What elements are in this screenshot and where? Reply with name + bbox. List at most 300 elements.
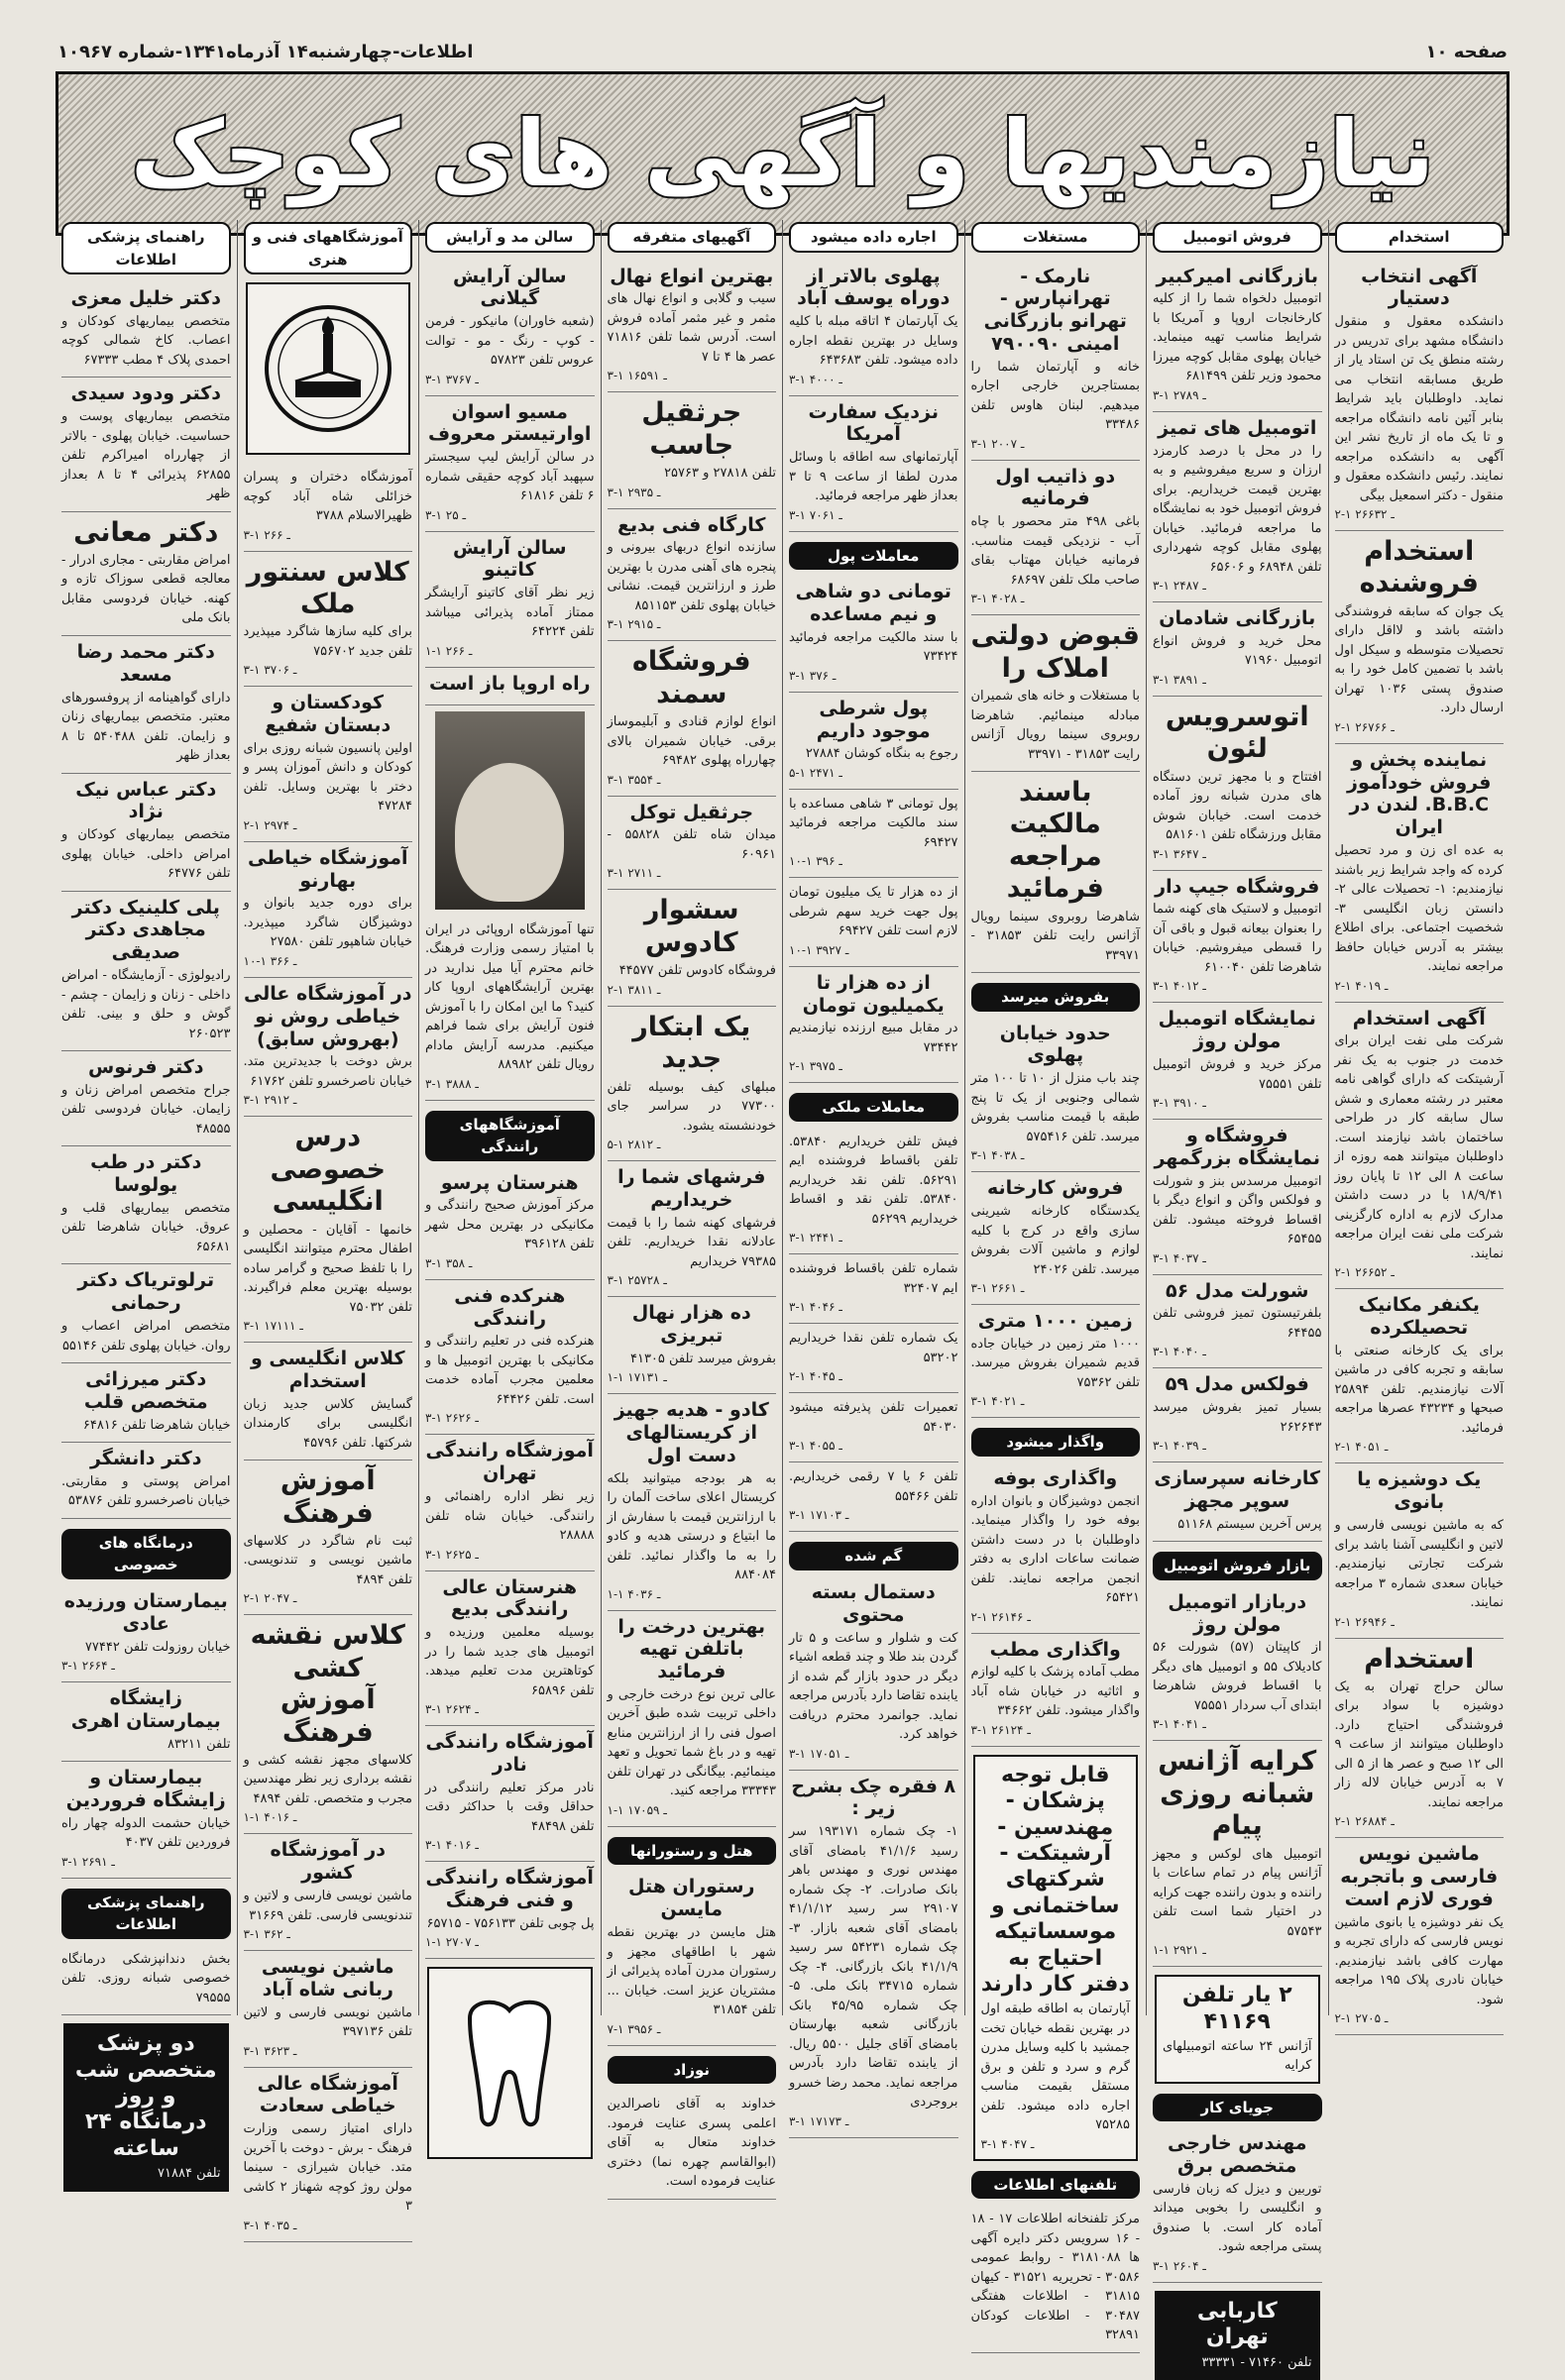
advertisement	[61, 892, 231, 1051]
ad-reference-code: ۲-۱ ـ ۲۶۷۶۶	[1334, 719, 1395, 734]
advertisement	[425, 668, 595, 705]
ad-title: رستوران هتل مایسن	[628, 1876, 755, 1921]
section-heading: بازار فروش اتومبیل	[1153, 1552, 1322, 1580]
ad-title: یک دوشیزه یا بانوی	[1357, 1468, 1482, 1514]
ad-reference-code: ۳-۱ ـ ۴۰۱۲	[1153, 979, 1206, 994]
ad-title: نزدیک سفارت آمریکا	[808, 400, 939, 446]
ad-body: ثبت نام شاگرد در کلاسهای ماشین نویسی و تندنویسی. تلفن ۴۸۹۴	[243, 1533, 412, 1587]
advertisement	[608, 890, 777, 1006]
advertisement	[61, 1682, 231, 1762]
tooth-icon	[450, 1989, 569, 2137]
column-heading: آگهیهای متفرقه	[608, 222, 777, 253]
ad-title: سالن آرایش گیلانی	[452, 265, 567, 310]
ad-title: هنرکده فنی رانندگی	[454, 1284, 566, 1330]
advertisement	[608, 1394, 777, 1610]
ad-body: برای کلیه سازها شاگرد میپذیرد تلفن جدید ۷۵۶۷۰۲	[243, 624, 412, 659]
ad-reference-code: ۳-۱ ـ ۱۷۱۷۳	[789, 2113, 849, 2128]
ad-body: تلفن ۲۷۸۱۸ و ۲۵۷۶۳	[664, 466, 776, 482]
ad-title: دکتر عباس نیک نژاد	[75, 778, 217, 823]
advertisement	[244, 1951, 413, 2068]
advertisement	[1335, 261, 1505, 532]
section-heading: آموزشگاههای رانندگی	[425, 1111, 595, 1161]
advertisement	[789, 1128, 958, 1255]
ad-reference-code: ۵-۱ ـ ۲۸۱۲	[607, 1137, 661, 1152]
advertisement	[1335, 531, 1505, 744]
ad-body: شاهرضا روبروی سینما رویال آژانس رایت تلفن ۳۱۸۵۳ - ۳۳۹۷۱	[970, 909, 1140, 963]
ad-body: مرکز آموزش صحیح رانندگی و مکانیکی در بهترین محل شهر تلفن ۳۹۶۱۲۸	[425, 1198, 595, 1252]
ad-title: نارمک - تهرانپارس - تهرانو بازرگانی امینی ۷۹۰۰۹۰	[983, 265, 1127, 355]
ad-reference-code: ۳-۱ ـ ۳۷۶	[789, 668, 837, 683]
ad-reference-code: ۳-۱ ـ ۲۵۷۲۸	[607, 1273, 667, 1288]
advertisement	[789, 1254, 958, 1324]
boxed-advertisement	[1155, 1975, 1320, 2084]
ad-reference-code: ۳-۱ ـ ۲۶۶۴	[61, 1659, 115, 1674]
ad-body: خانمها - آقایان - محصلین و اطفال محترم میتوانند انگلیسی را با تلفظ صحیح و گرامر ساده بوسیله بهترین معلم فراگیرند. تلفن ۷۵۰۳۲	[243, 1222, 412, 1315]
ad-reference-code: ۳-۱ ـ ۲۵	[425, 507, 466, 522]
advertisement	[244, 552, 413, 688]
advertisement	[789, 1462, 958, 1532]
advertisement	[1153, 1586, 1322, 1742]
advertisement	[61, 774, 231, 892]
ad-reference-code: ۳-۱ ـ ۳۵۸	[425, 1255, 473, 1270]
ad-body: زیر نظر اداره راهنمائی و رانندگی. خیابان شاه تلفن ۲۸۸۸۸	[425, 1489, 595, 1544]
column-5	[601, 220, 783, 2190]
ad-reference-code: ۱-۱ ـ ۴۰۱۶	[243, 1810, 297, 1825]
ad-title: استخدام	[1364, 1643, 1475, 1675]
ad-title: کاربابی تهران	[1196, 2298, 1278, 2350]
column-6	[418, 220, 601, 2015]
advertisement	[425, 532, 595, 668]
ad-reference-code: ۵-۱ ـ ۲۴۷۱	[789, 765, 842, 780]
ad-reference-code: ۳-۱ ـ ۴۰۵۵	[789, 1439, 842, 1454]
advertisement	[425, 1167, 595, 1280]
ad-body: تلفن ۷۱۴۶۰ - ۳۳۳۳۱	[1201, 2354, 1312, 2370]
advertisement	[1335, 1463, 1505, 1638]
ad-body: خیابان روزولت تلفن ۷۷۴۴۲	[84, 1639, 231, 1655]
columns-container	[56, 220, 1509, 2370]
advertisement	[608, 392, 777, 508]
advertisement	[1153, 871, 1322, 1004]
advertisement	[61, 1585, 231, 1682]
ad-title: بهترین درخت را باتلفن تهیه فرمائید	[617, 1615, 766, 1683]
ad-body: میدان شاه تلفن ۵۵۸۲۸ - ۶۰۹۶۱	[607, 827, 777, 862]
advertisement	[1335, 1639, 1505, 1839]
ad-body: دانشکده معقول و منقول دانشگاه مشهد برای تدریس در رشته منطق یک تن استاد یار از طریق مسابقه انتخاب می نماید. داوطلبان باید شرایط بنابر آئین نامه دانشگاه مراجعه و تا یک ماه از تاریخ نشر این آگهی به دانشکده مراجعه نمایند. رئیس دانشکده معقول و منقول - دکتر اسمعیل بیگی	[1334, 314, 1504, 503]
ad-reference-code: ۲-۱ ـ ۲۰۴۷	[243, 1591, 297, 1606]
ad-title: مسیو اسوان اوارتیستر معروف	[428, 400, 592, 446]
advertisement	[1153, 1275, 1322, 1369]
ad-reference-code: ۳-۱ ـ ۴۰۴۰	[1153, 1345, 1206, 1359]
ad-body: با مستغلات و خانه های شمیران مبادله مینمائیم. شاهرضا روبروی سینما رویال آژانس رایت ۳۱۸۵۳ - ۳۳۹۷۱	[970, 689, 1140, 762]
ad-body: از ده هزار تا یک میلیون تومان پول جهت خرید سهم شرطی لازم است تلفن ۶۹۴۲۷	[789, 885, 958, 939]
ad-body: اتومبیل مرسدس بنز و شورلت و فولکس واگن و انواع دیگر با اقساط فروخته میشود. تلفن ۶۵۴۵۵	[1153, 1173, 1322, 1247]
advertisement	[789, 1393, 958, 1462]
ad-title: دکتر خلیل معزی	[70, 287, 221, 309]
advertisement	[789, 693, 958, 790]
ad-body: ۱- چک شماره ۱۹۳۱۷۱ سر رسید ۴۱/۱/۶ بامضای آقای مهندس نوری و مهندس باهر بانک صادرات. ۲- چک شماره ۲۹۱۰۷ سر رسید ۴۱/۱/۱۲ بامضای آقای شعبه بازار. ۳- چک شماره ۵۴۲۳۱ سر رسید ۴۱/۱/۹ بانک بازرگانی. ۴- چک شماره ۳۴۷۱۵ بانک ملی. ۵- چک شماره ۴۵/۹۵ بانک بازرگانی شعبه بهارستان بامضای آقای جلیل ۵۵۰۰ ریال. از یابنده تقاضا دارد بآدرس مراجعه نماید. محمد رضا خسرو بروجردی	[789, 1824, 958, 2110]
ad-title: کلاس انگلیسی و استخدام	[251, 1348, 405, 1392]
advertisement	[1153, 1368, 1322, 1462]
ad-title: ده هزار نهال تبریزی	[631, 1302, 751, 1347]
ad-body: زیر نظر آقای کاتینو آرایشگر ممتاز آماده پذیرائی میباشد تلفن ۶۴۲۲۴	[425, 586, 595, 640]
boxed-advertisement	[63, 2023, 229, 2191]
ad-body: رجوع به بنگاه کوشان ۲۷۸۸۴	[805, 746, 958, 762]
ad-body: خانه و آپارتمان شما را بمستاجرین خارجی اجاره میدهیم. لبنان هاوس تلفن ۳۳۴۸۶	[970, 359, 1140, 433]
ad-reference-code: ۳-۱ ـ ۲۶۲۴	[425, 1702, 479, 1717]
ad-reference-code: ۳-۱ ـ ۲۶۶۱	[970, 1281, 1025, 1296]
column-8	[56, 220, 237, 2182]
ad-reference-code: ۱۰-۱ ـ ۳۹۲۷	[789, 942, 849, 957]
ad-title: آگهی انتخاب دستیار	[1361, 265, 1478, 310]
ad-reference-code: ۱-۱ ـ ۲۶۶	[425, 643, 473, 658]
ad-title: دکتر در طب یولوسا	[90, 1151, 202, 1197]
ad-title: تومانی دو شاهی و نیم مساعده	[795, 581, 951, 625]
advertisement	[789, 790, 958, 879]
advertisement	[971, 772, 1141, 973]
advertisement	[425, 1571, 595, 1727]
ad-title: دکتر ودود سیدی	[70, 382, 222, 405]
advertisement	[244, 1343, 413, 1460]
ad-body: عالی ترین نوع درخت خارجی و داخلی تربیت شده طبق آخرین اصول فنی را از ارزانترین منابع تهیه و در باغ شما تحویل و تعهد مینمائیم. بیگانگی در تهران تلفن ۳۳۳۴۳ مراجعه کنید.	[607, 1686, 776, 1799]
ad-body: متخصص امراض اعصاب و روان. خیابان پهلوی تلفن ۵۵۱۴۶	[61, 1319, 231, 1353]
ad-title: استخدام فروشنده	[1359, 536, 1479, 599]
ad-body: بخش دندانپزشکی درمانگاه خصوصی شبانه روزی. تلفن ۷۹۵۵۵	[61, 1951, 231, 2005]
masthead-banner	[56, 71, 1509, 236]
advertisement	[1153, 1741, 1322, 1967]
issue-header	[57, 40, 1508, 63]
ad-reference-code: ۳-۱ ـ ۴۰۰۰	[789, 372, 842, 386]
ad-reference-code: ۲-۱ ـ ۲۶۱۴۶	[970, 1609, 1031, 1624]
advertisement	[425, 1862, 595, 1959]
ad-body: تلفن ۷۱۸۸۴	[158, 2166, 221, 2182]
candle-book-icon	[254, 294, 402, 443]
ad-title: دو پزشک متخصص شب و روز درمانگاه ۲۴ ساعته	[74, 2031, 217, 2161]
ad-reference-code: ۳-۱ ـ ۴۰۴۶	[789, 1300, 842, 1315]
ad-title: کلاس نقشه کشی آموزش فرهنگ	[250, 1620, 405, 1748]
column-4	[782, 220, 964, 2128]
ad-title: کرایه آژانس شبانه روزی پیام	[1158, 1746, 1317, 1842]
section-heading: تلفنهای اطلاعات	[971, 2171, 1141, 2200]
advertisement	[971, 1462, 1141, 1634]
ad-title: آموزشگاه عالی خیاطی سعادت	[257, 2072, 398, 2117]
ad-title: بازرگانی امیرکبیر	[1156, 265, 1319, 287]
column-1	[1328, 220, 1510, 2026]
section-heading: بفروش میرسد	[971, 983, 1141, 1012]
ad-body: به هر بودجه میتوانید بلکه کریستال اعلای ساخت آلمان را با ارزانترین قیمت با سفارش از ما ابتیاع و درستی هدیه و کادو را به ما واگذار نمائید. تلفن ۸۸۴۰۸۴	[607, 1470, 776, 1583]
ad-reference-code: ۳-۱ ـ ۴۰۲۸	[970, 592, 1025, 606]
ad-reference-code: ۳-۱ ـ ۳۹۱۰	[1153, 1096, 1206, 1111]
column-heading: سالن مد و آرایش	[425, 222, 595, 253]
ad-title: کارخانه سپرسازی سوپر مجهز	[1154, 1467, 1321, 1513]
advertisement	[244, 842, 413, 978]
section-heading: نوزاد	[608, 2056, 777, 2085]
advertisement	[971, 1172, 1141, 1305]
ad-reference-code: ۲-۱ ـ ۴۰۵۱	[1334, 1440, 1389, 1455]
ad-body: شماره تلفن باقساط فروشنده ایم ۳۲۴۰۷	[789, 1261, 958, 1296]
section-heading: معاملات پول	[789, 542, 958, 571]
ad-body: اتومبیل های لوکس و مجهز آژانس پیام در تمام ساعات با راننده و بدون راننده جهت کرایه در اختیار شما است تلفن ۵۷۵۴۳	[1153, 1846, 1322, 1939]
ad-title: دستمال بسته محتوی	[811, 1580, 936, 1626]
ad-title: هنرستان پرسو	[440, 1171, 579, 1194]
ad-body: آپارتمان به اطاقه طبقه اول در بهترین نقطه خیابان تخت جمشید با کلیه وسایل مدرن گرم و سرد و تلفن و برق مستقل بقیمت مناسب اجاره داده میشود. تلفن ۷۵۲۸۵	[980, 2001, 1130, 2133]
section-heading: معاملات ملکی	[789, 1093, 958, 1122]
ad-body: آژانس ۲۴ ساعته اتومبیلهای کرایه	[1163, 2038, 1312, 2074]
advertisement	[244, 1615, 413, 1834]
section-heading: درمانگاه های خصوصی	[61, 1529, 231, 1579]
advertisement	[1335, 1003, 1505, 1290]
advertisement	[61, 636, 231, 774]
ad-title: فروش کارخانه	[986, 1177, 1124, 1200]
ad-title: آگهی استخدام	[1352, 1007, 1486, 1029]
ad-body: آپارتمانهای سه اطاقه با وسائل مدرن لطفا از ساعت ۹ تا ۳ بعداز ظهر مراجعه فرمائید.	[789, 450, 958, 504]
ad-body: بلفرتیستون تمیز فروشی تلفن ۶۴۴۵۵	[1153, 1306, 1322, 1341]
advertisement	[425, 261, 595, 396]
column-heading: مستغلات	[971, 222, 1141, 253]
ad-body: پول تومانی ۳ شاهی مساعده با سند مالکیت مراجعه فرمائید ۶۹۴۲۷	[789, 796, 958, 850]
section-heading: هتل و رستورانها	[608, 1837, 777, 1866]
ad-title: در آموزشگاه کشور	[270, 1839, 386, 1885]
advertisement	[425, 1280, 595, 1436]
advertisement	[244, 2068, 413, 2242]
advertisement	[971, 1634, 1141, 1747]
ad-body: (شعبه خاوران) مانیکور - فرمن - کوپ - رنگ - مو - توالت عروس تلفن ۵۷۸۲۳	[425, 314, 595, 369]
ad-body: یک جوان که سابقه فروشندگی داشته باشد و لااقل دارای تحصیلات متوسطه و سیکل اول باشد با تضمین کامل خود را به صندوق پستی ۱۰۳۶ تهران ارسال دارد.	[1334, 603, 1505, 716]
advertisement	[1153, 1462, 1322, 1542]
ad-title: ۲ یار تلفن ۴۱۱۶۹	[1181, 1983, 1292, 2034]
advertisement	[789, 261, 958, 396]
ad-body: در مقابل مبیع ارزنده نیازمندیم ۷۳۴۴۲	[789, 1021, 958, 1055]
ad-title: فروشگاه سمند	[631, 646, 751, 709]
ad-title: دو ذاتیب اول فرمانیه	[995, 465, 1116, 510]
ad-title: دکتر معانی	[73, 516, 219, 548]
ad-body: هنرکده فنی در تعلیم رانندگی و مکانیکی با بهترین اتومبیل ها و معلمین مجرب آماده خدمت است. تلفن ۶۴۴۲۶	[425, 1334, 595, 1407]
ad-body: انواع لوازم قنادی و آبلیموساز برقی. خیابان شمیران بالای چهارراه پهلوی ۶۹۴۸۲	[607, 714, 776, 769]
advertisement	[971, 261, 1141, 461]
ad-title: زایشگاه بیمارستان اهری	[70, 1687, 221, 1732]
ad-body: برای یک کارخانه صنعتی با سابقه و تجربه کافی در ماشین آلات نیازمندیم. تلفن ۲۵۸۹۴ صبحها و ۴۳۲۳۴ عصرها مراجعه فرمائید.	[1334, 1343, 1504, 1436]
advertisement	[244, 978, 413, 1117]
ad-reference-code: ۳-۱ ـ ۳۸۹۱	[1153, 672, 1206, 687]
advertisement	[61, 512, 231, 636]
advertisement	[608, 797, 777, 891]
ad-reference-code: ۳-۱ ـ ۳۶۲۳	[243, 2043, 297, 2058]
ad-title: آموزشگاه خیاطی بهارنو	[247, 846, 408, 892]
ad-reference-code: ۲-۱ ـ ۳۹۷۵	[789, 1059, 842, 1074]
ad-title: فولکس مدل ۵۹	[1165, 1373, 1309, 1396]
advertisement	[61, 378, 231, 511]
ad-body: سالن حراج تهران به یک دوشیزه با سواد برای فروشندگی احتیاج دارد. داوطلبان میتوانند از ساعت ۹ الی ۱۲ صبح و عصر ها از ۵ الی ۷ به آدرس خیابان لاله زار مراجعه نمایند.	[1334, 1678, 1504, 1810]
advertisement	[789, 1576, 958, 1771]
ad-reference-code: ۳-۱ ـ ۲۴۸۷	[1153, 579, 1206, 594]
ad-title: حدود خیابان پهلوی	[999, 1022, 1111, 1067]
ad-reference-code: ۳-۱ ـ ۴۰۲۱	[970, 1394, 1025, 1409]
ad-body: در سالن آرایش لیپ سیجستر سپهبد آباد کوچه حقیقی شماره ۶ تلفن ۶۱۸۱۶	[425, 450, 595, 504]
advertisement	[61, 1443, 231, 1519]
ad-body: ماشین نویسی فارسی و لاتین و تندنویسی فارسی. تلفن ۳۱۶۶۹	[243, 1889, 412, 1923]
ad-body: کلاسهای مجهز نقشه کشی و نقشه برداری زیر نظر مهندسین مجرب و متخصص. تلفن ۴۸۹۴	[243, 1752, 412, 1806]
ad-title: واگذاری مطب	[989, 1638, 1121, 1661]
ad-body: که به ماشین نویسی فارسی و لاتین و انگلیسی آشنا باشد برای شرکت تجارتی نیازمندیم. خیابان سعدی شماره ۳ مراجعه نمایند.	[1334, 1518, 1504, 1611]
advertisement	[244, 1117, 413, 1343]
masthead-title: نیازمندیها و آگهی های کوچک	[130, 100, 1435, 207]
advertisement	[789, 576, 958, 693]
ad-title: فروشگاه و نمایشگاه بزرگمهر	[1154, 1125, 1321, 1169]
ad-reference-code: ۲-۱ ـ ۲۶۸۸۴	[1334, 1814, 1395, 1829]
advertisement	[971, 1305, 1141, 1418]
ad-reference-code: ۳-۱ ـ ۲۰۰۷	[970, 436, 1025, 451]
ad-reference-code: ۳-۱ ـ ۴۰۳۸	[970, 1148, 1025, 1163]
ad-reference-code: ۱۰-۱ ـ ۳۹۶	[789, 854, 842, 869]
advertisement	[789, 1771, 958, 2138]
portrait-photo	[435, 711, 585, 910]
advertisement	[608, 261, 777, 393]
advertisement	[608, 1871, 777, 2045]
ad-title: ماشین نویس فارسی و باتجربه فوری لازم است	[1340, 1843, 1499, 1911]
ad-body: نادر مرکز تعلیم رانندگی در حداقل وقت با حداکثر دقت تلفن ۴۸۴۹۸	[425, 1780, 595, 1834]
ad-reference-code: ۳-۱ ـ ۱۶۵۹۱	[607, 369, 667, 383]
ad-title: کادو - هدیه جهیز از کریستالهای دست اول	[614, 1399, 769, 1466]
ad-reference-code: ۳-۱ ـ ۲۶۲۶	[425, 1411, 479, 1426]
advertisement	[608, 1161, 777, 1297]
issue-line: اطلاعات-چهارشنبه۱۴ آذرماه۱۳۴۱-شماره ۱۰۹۶۷	[57, 41, 474, 62]
advertisement	[61, 1363, 231, 1443]
ad-reference-code: ۱-۱ ـ ۱۷۱۳۱	[607, 1370, 667, 1385]
ad-title: از ده هزار تا یکمیلیون تومان	[802, 971, 945, 1017]
ad-body: بفروش میرسد تلفن ۴۱۳۰۵	[629, 1351, 776, 1366]
advertisement	[971, 1018, 1141, 1173]
ad-reference-code: ۳-۱ ـ ۱۷۱۰۳	[789, 1508, 849, 1523]
advertisement	[1153, 2127, 1322, 2283]
ad-body: دارای امتیاز رسمی وزارت فرهنگ - برش - دوخت با آخرین متد. خیابان شیرازی - سینما مولن روژ کوچه شهناز ۲ کاشی ۳	[243, 2121, 412, 2215]
ad-body: دارای گواهینامه از پروفسورهای معتبر. متخصص بیماریهای زنان و زایمان. تلفن ۵۴۰۴۸۸ تا ۸ بعداز ظهر	[61, 690, 231, 764]
advertisement	[971, 615, 1141, 772]
ad-body: مرکز تلفنخانه اطلاعات ۱۷ - ۱۸ - ۱۶ سرویس دکتر دایره آگهی ها ۳۱۸۱۰۸۸ - روابط عمومی ۳۰۵۸۶ - تحریریه ۳۱۵۲۱ - کیهان ۳۱۸۱۵ - اطلاعات هفتگی ۳۰۴۸۷ - اطلاعات کودکان ۳۲۸۹۱	[970, 2212, 1140, 2343]
ad-body: فروشگاه کادوس تلفن ۴۴۵۷۷	[618, 963, 776, 979]
ad-title: دربازار اتومبیل مولن روژ	[1168, 1590, 1307, 1636]
advertisement	[1153, 697, 1322, 871]
column-heading: اجاره داده میشود	[789, 222, 958, 253]
portrait-face	[455, 763, 564, 902]
ad-reference-code: ۳-۱ ـ ۲۹۱۵	[607, 617, 661, 632]
advertisement	[425, 396, 595, 532]
ad-title: کارگاه فنی بدیع	[617, 513, 766, 536]
advertisement	[61, 1146, 231, 1264]
ad-body: کت و شلوار و ساعت و ۵ تار گردن بند طلا و چند قطعه اشیاء دیگر در حدود بازار گم شده از یابنده تقاضا دارد بآدرس مراجعه نماید. جوانمرد محترم دریافت خواهد کرد.	[789, 1630, 958, 1743]
ad-reference-code: ۳-۱ ـ ۲۶۱۲۴	[970, 1722, 1031, 1737]
ad-title: فروشگاه جیپ دار	[1155, 875, 1320, 898]
ad-title: مهندس خارجی متخصص برق	[1167, 2132, 1307, 2178]
ad-body: ماشین نویسی فارسی و لاتین تلفن ۳۹۷۱۳۶	[243, 2004, 412, 2040]
ad-title: کلاس سنتور ملک	[246, 556, 409, 619]
ad-body: با سند مالکیت مراجعه فرمائید ۷۳۴۲۴	[789, 629, 958, 665]
ad-body: بوسیله معلمین ورزیده و اتومبیل های جدید شما را در کوتاهترین مدت تعلیم میدهد. تلفن ۶۵۸۹۶	[425, 1625, 595, 1698]
ad-body: خیابان شاهرضا تلفن ۶۴۸۱۶	[82, 1417, 231, 1433]
ad-reference-code: ۳-۱ ـ ۷۰۶۱	[789, 507, 842, 522]
section-heading: واگذار میشود	[971, 1428, 1141, 1457]
advertisement	[789, 396, 958, 532]
advertisement	[61, 1264, 231, 1363]
ad-body: متخصص بیماریهای کودکان و اعصاب. کاخ شمالی کوچه احمدی پلاک ۴ مطب ۶۷۳۳۳	[61, 313, 231, 368]
ad-body: از کاپیتان (۵۷) شورلت ۵۶ کادیلاک ۵۵ و اتومبیل های دیگر با اقساط فروش شاهرضا ابتدای آب سردار ۷۵۵۵۱	[1153, 1640, 1322, 1713]
advertisement	[244, 1460, 413, 1615]
ad-body: تعمیرات تلفن پذیرفته میشود ۵۴۰۳۰	[789, 1400, 958, 1435]
ad-reference-code: ۳-۱ ـ ۳۸۸۸	[425, 1076, 479, 1091]
ad-reference-code: ۳-۱ ـ ۱۷۰۵۱	[789, 1746, 849, 1761]
ad-title: نمایشگاه اتومبیل مولن روژ	[1158, 1008, 1316, 1053]
ad-title: سالن آرایش کاتینو	[452, 536, 567, 582]
ad-body: متخصص بیماریهای پوست و حساسیت. خیابان پهلوی - بالاتر از چهارراه امیراکرم تلفن ۶۲۸۵۵ پذیرائی ۴ تا ۸ بعداز ظهر	[61, 409, 231, 502]
ad-title: قابل توجه پزشکان - مهندسین - آرشیتکت - شرکتهای ساختمانی و موسساتیکه احتیاج به دفتر کار دارند	[980, 1762, 1130, 1998]
ad-title: آموزش فرهنگ	[279, 1465, 376, 1529]
ad-body: را در محل با درصد کارمزد ارزان و سریع میفروشیم و به بهترین قیمت خریداریم. برای فروش اتومبیل خود به نمایشگاه ما مراجعه فرمائید. خیابان پهلوی مقابل کوچه شهرداری تلفن ۶۸۹۴۸ و ۶۵۶۰۶	[1153, 443, 1322, 575]
ad-body: باغی ۴۹۸ متر محصور با چاه آب - نزدیکی قیمت مناسب. فرمانیه خیابان مهتاب بقای صاحب ملک تلفن ۶۸۶۹۷	[970, 514, 1140, 588]
ad-body: اتومبیل و لاستیک های کهنه شما را بعنوان بیعانه قبول و باقی آن را قسطی میفروشیم. خیابان شاهرضا تلفن ۶۱۰۰۴۰	[1153, 902, 1322, 975]
column-7	[237, 220, 419, 2232]
advertisement	[61, 1762, 231, 1879]
advertisement	[1335, 1838, 1505, 2035]
ad-body: شرکت ملی نفت ایران برای خدمت در جنوب به یک نفر آرشیتکت که دارای گواهی نامه معتبر در رشته معماری و شش سال سابقه کار در طراحی ساختمان باشد نیازمند است. داوطلبان میتوانند همه روزه از ساعت ۸ الی ۱۲ تا پایان روز ۱۸/۹/۴۱ با در دست داشتن مدارک لازم به اداره کارگزینی شرکت ملی نفت ایران مراجعه نمایند.	[1334, 1033, 1504, 1261]
ad-body: به عده ای زن و مرد تحصیل کرده که واجد شرایط زیر باشند نیازمندیم: ۱- تحصیلات عالی ۲- دانستن زبان انگلیسی ۳- شخصیت اجتماعی. برای اطلاع بیشتر به آدرس خیابان حافظ مراجعه نمایند.	[1334, 843, 1504, 975]
ad-reference-code: ۳-۱ ـ ۲۶۲۵	[425, 1547, 479, 1562]
ad-reference-code: ۳-۱ ـ ۳۷۰۶	[243, 663, 297, 678]
ad-body: یک آپارتمان ۴ اتاقه مبله با کلیه وسایل در بهترین نقطه اجاره داده میشود. تلفن ۶۴۳۶۸۳	[789, 314, 958, 369]
ad-title: نماینده پخش و فروش خودآموز B.B.C. لندن در ایران	[1347, 748, 1492, 839]
advertisement	[608, 1007, 777, 1161]
advertisement	[244, 1834, 413, 1951]
advertisement	[1335, 1289, 1505, 1463]
section-heading: راهنمای پزشکی اطلاعات	[61, 1889, 231, 1939]
boxed-advertisement	[1155, 2291, 1320, 2380]
ad-reference-code: ۳-۱ ـ ۴۰۳۹	[1153, 1439, 1206, 1454]
ad-body: رادیولوژی - آزمایشگاه - امراض داخلی - زنان و زایمان - چشم - گوش و حلق و بینی. تلفن ۲۶۰۵۲۳	[61, 968, 231, 1041]
ad-title: بیمارستان ورزیده عادی	[63, 1589, 228, 1635]
ad-body: چند باب منزل از ۱۰ تا ۱۰۰ متر شمالی وجنوبی از یک تا پنج طبقه با قیمت مناسب بفروش میرسد. تلفن ۵۷۵۴۱۶	[970, 1071, 1140, 1144]
ad-reference-code: ۲-۱ ـ ۲۹۷۴	[243, 817, 297, 832]
advertisement	[971, 461, 1141, 616]
ad-reference-code: ۳-۱ ـ ۳۶۲	[243, 1927, 290, 1942]
ad-title: ماشین نویسی ربانی شاه آباد	[261, 1956, 394, 2001]
advertisement	[244, 687, 413, 842]
ad-title: پول شرطی موجود داریم	[816, 697, 931, 742]
ad-title: راه اروپا باز است	[428, 672, 591, 695]
advertisement	[61, 282, 231, 378]
ad-body: فرشهای کهنه شما را با قیمت عادلانه نقدا خریداریم. تلفن ۷۹۳۸۵ خریداریم	[607, 1215, 776, 1269]
ad-body: برای دوره جدید بانوان و دوشیزگان شاگرد میپذیرد. خیابان شاهپور تلفن ۲۷۵۸۰	[243, 896, 412, 950]
ad-title: قبوض دولتی املاک را	[970, 620, 1140, 684]
ad-reference-code: ۳-۱ ـ ۴۰۳۷	[1153, 1250, 1206, 1265]
ad-title: باسند مالکیت مراجعه فرمائید	[1006, 777, 1104, 905]
ad-body: مرکز خرید و فروش اتومبیل تلفن ۷۵۵۵۱	[1153, 1057, 1322, 1092]
column-3	[964, 220, 1147, 2343]
ad-reference-code: ۲-۱ ـ ۲۶۶۳۲	[1334, 507, 1395, 522]
advertisement	[61, 1051, 231, 1146]
ad-body: آموزشگاه دختران و پسران خزائلی شاه آباد کوچه ظهیرالاسلام ۳۷۸۸	[243, 470, 412, 523]
boxed-advertisement	[973, 1755, 1139, 2161]
ad-body: پل چوبی تلفن ۷۵۶۱۳۳ - ۶۵۷۱۵	[426, 1915, 595, 1931]
ad-body: سیب و گلابی و انواع نهال های مثمر و غیر مثمر آماده فروش است. آدرس شما تلفن ۷۱۸۱۶ عصر ها ۴ تا ۷	[607, 291, 776, 365]
ad-title: جرثقیل جاسب	[641, 397, 742, 461]
ad-title: دکتر میرزائی متخصص قلب	[83, 1368, 208, 1413]
ad-body: بسیار تمیز بفروش میرسد ۲۶۲۶۴۳	[1153, 1400, 1322, 1435]
ad-body: مطب آماده پزشک با کلیه لوازم و اثاثیه در خیابان شاه آباد واگذار میشود. تلفن ۳۴۶۶۲	[970, 1665, 1140, 1719]
ad-title: بازرگانی شادمان	[1159, 607, 1316, 630]
column-heading: استخدام	[1335, 222, 1505, 253]
ad-reference-code: ۷-۱ ـ ۳۹۵۶	[607, 2021, 661, 2036]
ad-title: پهلوی بالاتر از دوراه یوسف آباد	[797, 265, 950, 310]
ad-body: یک نفر دوشیزه یا بانوی ماشین نویس فارسی که دارای تجربه و مهارت کافی باشد نیازمندیم. خیابان نادری پلاک ۱۹۵ مراجعه شود.	[1334, 1914, 1504, 2007]
ad-reference-code: ۳-۱ ـ ۲۷۸۹	[1153, 387, 1206, 402]
ad-reference-code: ۳-۱ ـ ۴۰۴۱	[1153, 1717, 1206, 1732]
